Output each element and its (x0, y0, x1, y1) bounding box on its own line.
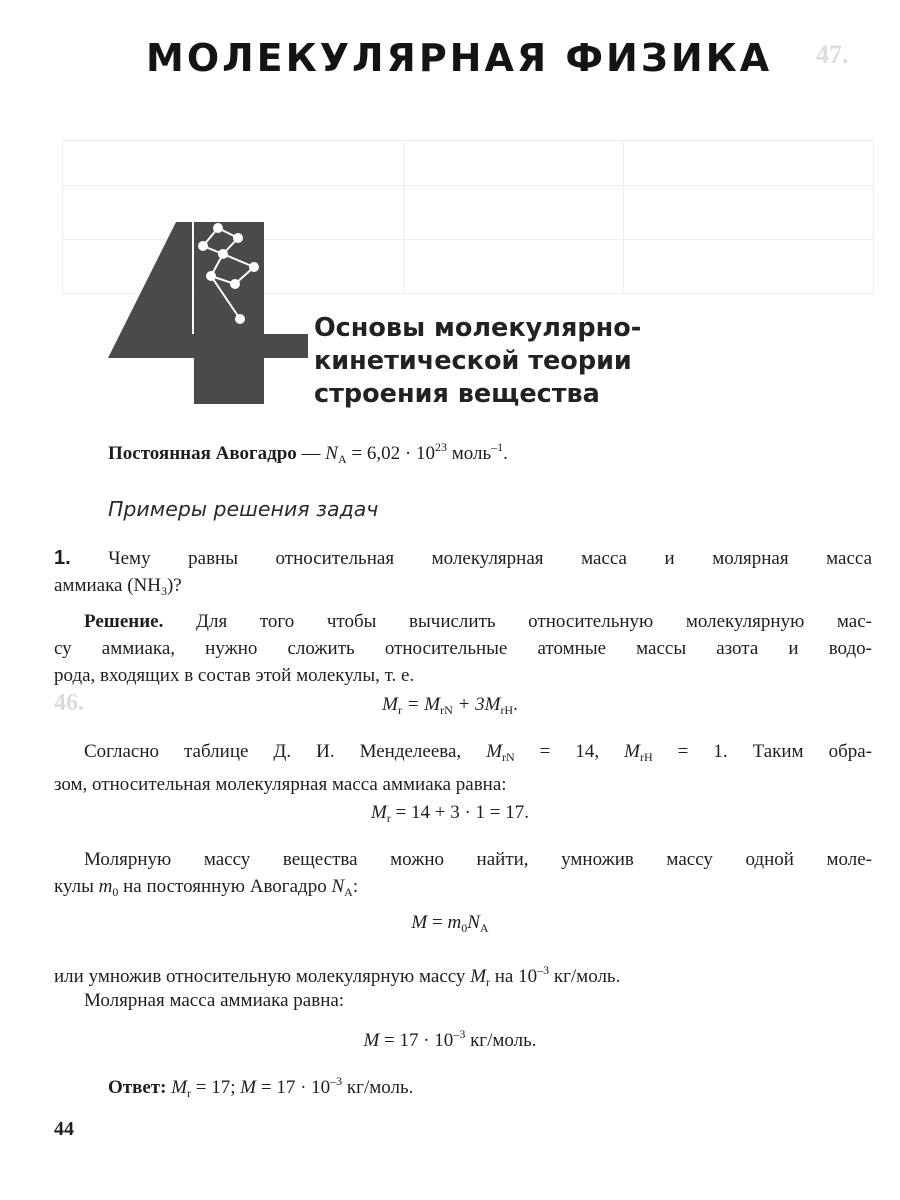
answer-line: Ответ: $M_r = 17$; $M = 17 \cdot 10^{-3}$ кг/моль. (108, 1074, 414, 1100)
solution-label: Решение. (84, 611, 164, 632)
formula-molar-mass: $M = m_0N_A$ (411, 912, 489, 935)
answer-label: Ответ: (108, 1077, 167, 1098)
chapter-title (314, 312, 641, 411)
bleed-through-problem-number: 46. (54, 690, 84, 716)
chapter-title-line: строения вещества (314, 379, 600, 409)
chapter-title-line: кинетической теории (314, 346, 632, 376)
solution-paragraph: Молярная масса аммиака равна: (84, 990, 345, 1011)
solution-paragraph: или умножив относительную молекулярную массу $M_r$ на $10^{-3}$ кг/моль. (54, 963, 621, 989)
formula-ammonia-mr: $M_r = 14 + 3 \cdot 1 = 17$. (370, 802, 530, 825)
problem-statement: 1. Чему равны относительная молекулярная масса и молярная масса аммиака $(NH_3)$? (54, 547, 872, 598)
solution-paragraph: Согласно таблице Д. И. Менделеева, $M_{rN} = 14$, $M_{rH} = 1$. Таким обра- зом, относительная молекулярная масса аммиака равна: (54, 741, 872, 795)
formula-ammonia-molar-mass: $M = 17 \cdot 10^{-3}$ кг/моль. (363, 1027, 537, 1051)
running-header: МОЛЕКУЛЯРНАЯ ФИЗИКА (146, 36, 773, 80)
page-number: 44 (54, 1118, 74, 1140)
formula-relative-molecular-mass: $M_r = M_{rN} + 3M_{rH}$. (382, 694, 518, 717)
problem-number: 1. (54, 547, 71, 569)
section-title: Примеры решения задач (108, 497, 379, 521)
bleed-through-problem-number: 47. (816, 40, 849, 69)
chapter-4-crossbar (168, 334, 308, 358)
avogadro-label: Постоянная Авогадро (108, 443, 297, 464)
chapter-number-4-graphic (108, 218, 308, 408)
solution-paragraph: Молярную массу вещества можно найти, умножив массу одной моле- кулы $m_0$ на постоянную Авогадро $N_A$: (54, 849, 872, 899)
avogadro-constant-line: Постоянная Авогадро — $N_A = 6,02 \cdot 10^{23}$ моль$^{-1}$. (108, 440, 508, 466)
chapter-title-line: Основы молекулярно- (314, 313, 642, 343)
solution-paragraph: Решение. Для того чтобы вычислить относительную молекулярную мас- су аммиака, нужно сложить относительные атомные массы азота и водо- рода, входящих в состав этой молекулы, т. е. (54, 611, 873, 686)
